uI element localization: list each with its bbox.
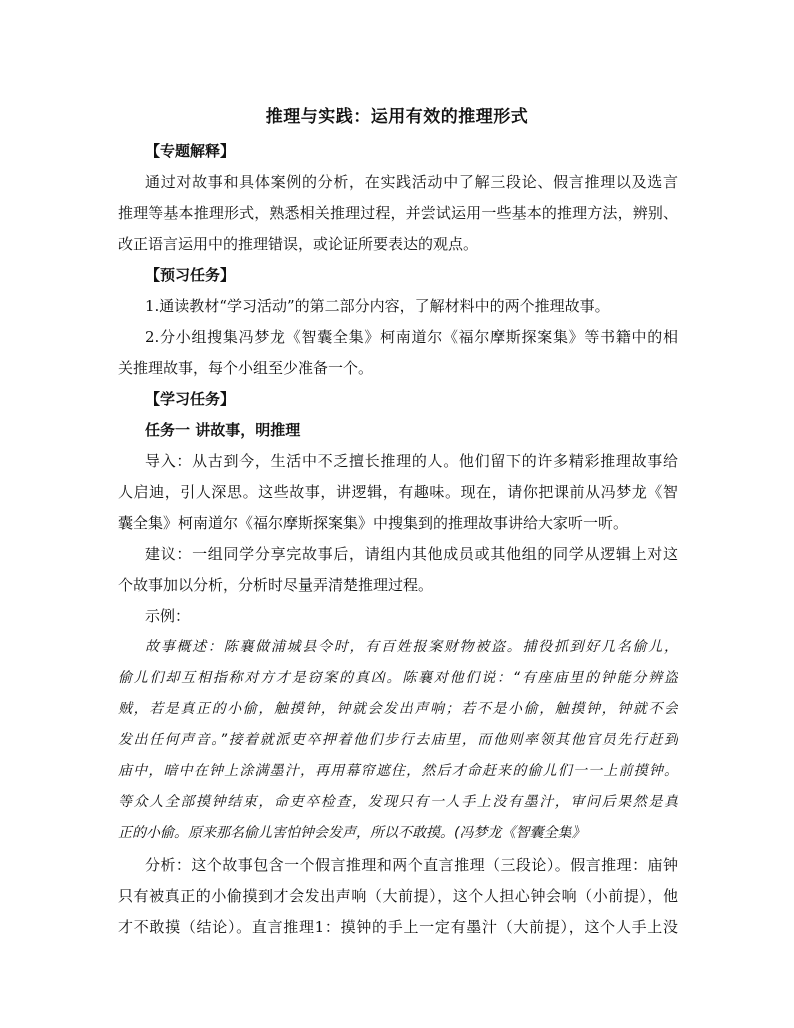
paragraph-line: 2.分小组搜集冯梦龙《智囊全集》柯南道尔《福尔摩斯探案集》等书籍中的相	[145, 328, 678, 346]
paragraph-line: 建议：一组同学分享完故事后，请组内其他成员或其他组的同学从逻辑上对这	[145, 545, 678, 563]
paragraph-line: 分析：这个故事包含一个假言推理和两个直言推理（三段论）。假言推理：庙钟	[145, 856, 678, 874]
paragraph-line: 导入：从古到今，生活中不乏擅长推理的人。他们留下的许多精彩推理故事给	[145, 452, 678, 470]
paragraph-line: 通过对故事和具体案例的分析，在实践活动中了解三段论、假言推理以及选言	[145, 173, 678, 191]
section-heading-study: 【学习任务】	[145, 390, 236, 408]
section-heading-preview: 【预习任务】	[145, 266, 236, 284]
paragraph-line: 人启迪，引人深思。这些故事，讲逻辑，有趣味。现在，请你把课前从冯梦龙《智	[118, 483, 678, 501]
story-line: 发出任何声音。”接着就派吏卒押着他们步行去庙里，而他则率领其他官员先行赶到	[118, 732, 678, 748]
story-line: 偷儿们却互相指称对方才是窃案的真凶。陈襄对他们说：“有座庙里的钟能分辨盗	[118, 670, 678, 686]
paragraph-line: 示例：	[145, 607, 191, 625]
paragraph-line: 才不敢摸（结论）。直言推理1：摸钟的手上一定有墨汁（大前提），这个人手上没	[118, 918, 678, 936]
task-heading: 任务一 讲故事，明推理	[145, 421, 301, 439]
paragraph-line: 关推理故事，每个小组至少准备一个。	[118, 359, 374, 377]
story-line: 贼，若是真正的小偷，触摸钟，钟就会发出声响；若不是小偷，触摸钟，钟就不会	[118, 701, 678, 717]
paragraph-line: 1.通读教材“学习活动”的第二部分内容，了解材料中的两个推理故事。	[145, 297, 610, 315]
story-line: 等众人全部摸钟结束，命吏卒检查，发现只有一人手上没有墨汁，审问后果然是真	[118, 794, 678, 810]
paragraph-line: 个故事加以分析，分析时尽量弄清楚推理过程。	[118, 576, 434, 594]
paragraph-line: 只有被真正的小偷摸到才会发出声响（大前提），这个人担心钟会响（小前提），他	[118, 887, 678, 905]
story-line: 庙中，暗中在钟上涂满墨汁，再用幕帘遮住，然后才命赶来的偷儿们一一上前摸钟。	[118, 763, 678, 779]
page-title: 推理与实践：运用有效的推理形式	[265, 107, 529, 127]
paragraph-line: 囊全集》柯南道尔《福尔摩斯探案集》中搜集到的推理故事讲给大家听一听。	[118, 514, 629, 532]
section-heading-topic: 【专题解释】	[145, 142, 236, 160]
story-line: 故事概述：陈襄做浦城县令时，有百姓报案财物被盗。捕役抓到好几名偷儿，	[145, 639, 678, 655]
story-line: 正的小偷。原来那名偷儿害怕钟会发声，所以不敢摸。(冯梦龙《智囊全集》	[118, 825, 586, 841]
paragraph-line: 改正语言运用中的推理错误，或论证所要表达的观点。	[118, 235, 479, 253]
paragraph-line: 推理等基本推理形式，熟悉相关推理过程，并尝试运用一些基本的推理方法，辨别、	[118, 204, 678, 222]
